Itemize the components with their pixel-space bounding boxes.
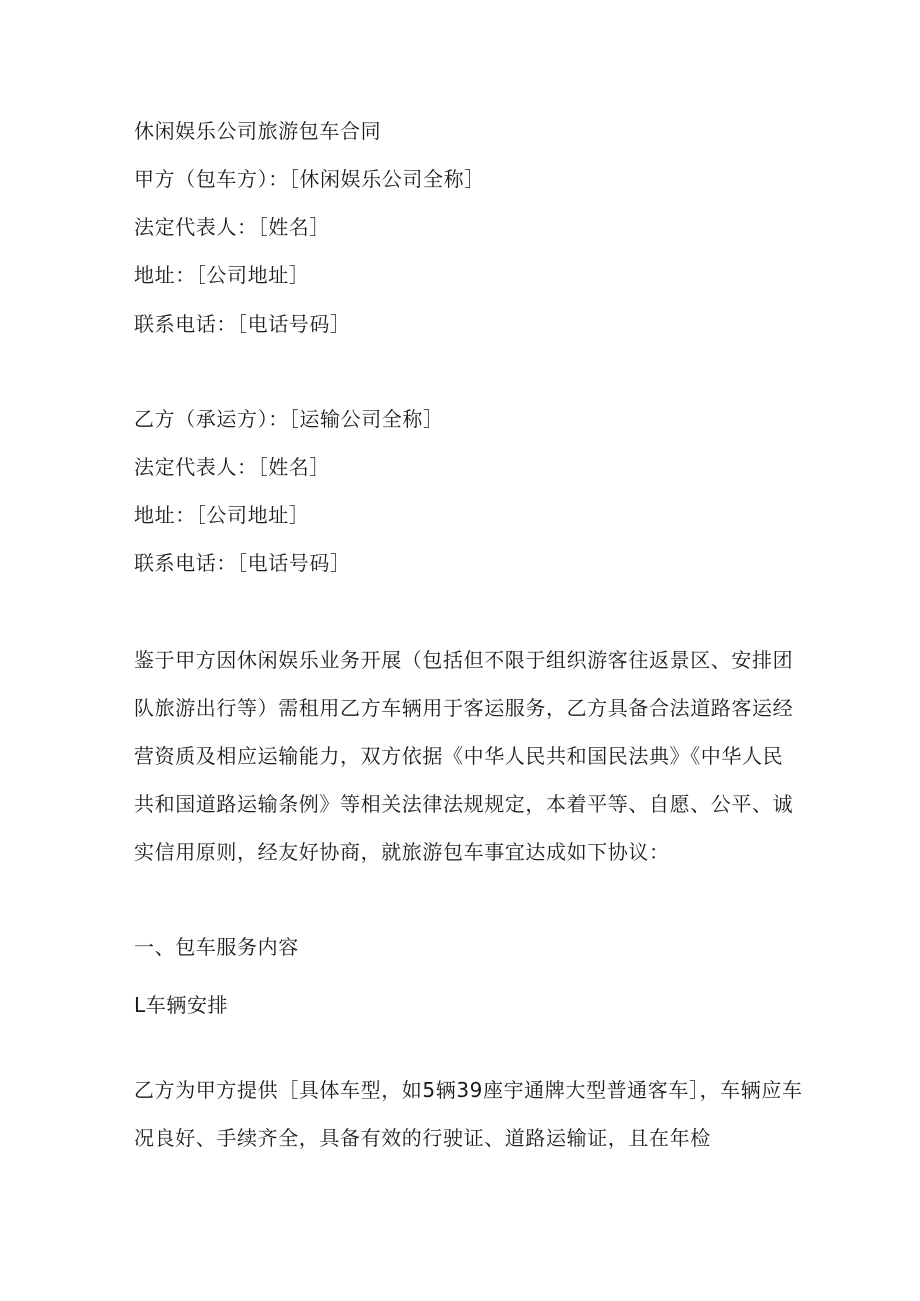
party-a-address: 地址：［公司地址］ [134, 263, 310, 287]
party-b-address: 地址：［公司地址］ [134, 503, 310, 527]
preamble-paragraph [134, 636, 794, 876]
party-a-representative: 法定代表人：［姓名］ [134, 215, 330, 239]
section-body-line: 况良好、手续齐全，具备有效的行驶证、道路运输证，且在年检 [134, 1126, 711, 1150]
party-b-representative: 法定代表人：［姓名］ [134, 455, 330, 479]
party-a-line: 甲方（包车方）：［休闲娱乐公司全称］ [134, 167, 485, 191]
section-body-line: 乙方为甲方提供［具体车型，如5辆39座宇通牌大型普通客车］，车辆应车 [134, 1078, 803, 1102]
preamble-line: 鉴于甲方因休闲娱乐业务开展（包括但不限于组织游客往返景区、安排团 [134, 648, 794, 672]
party-a-phone: 联系电话：［电话号码］ [134, 312, 351, 336]
party-b-phone: 联系电话：［电话号码］ [134, 551, 351, 575]
party-b-line: 乙方（承运方）：［运输公司全称］ [134, 407, 444, 431]
preamble-line: 共和国道路运输条例》等相关法律法规规定，本着平等、自愿、公平、诚 [134, 792, 794, 816]
document-title: 休闲娱乐公司旅游包车合同 [134, 119, 382, 143]
preamble-line: 队旅游出行等）需租用乙方车辆用于客运服务，乙方具备合法道路客运经 [134, 696, 794, 720]
section-heading: 一、包车服务内容 [134, 935, 299, 959]
preamble-line: 实信用原则，经友好协商，就旅游包车事宜达成如下协议： [134, 840, 670, 864]
preamble-line: 营资质及相应运输能力，双方依据《中华人民共和国民法典》《中华人民 [134, 744, 784, 768]
subsection-heading: L车辆安排 [134, 993, 229, 1017]
section-body-paragraph [134, 1066, 803, 1162]
